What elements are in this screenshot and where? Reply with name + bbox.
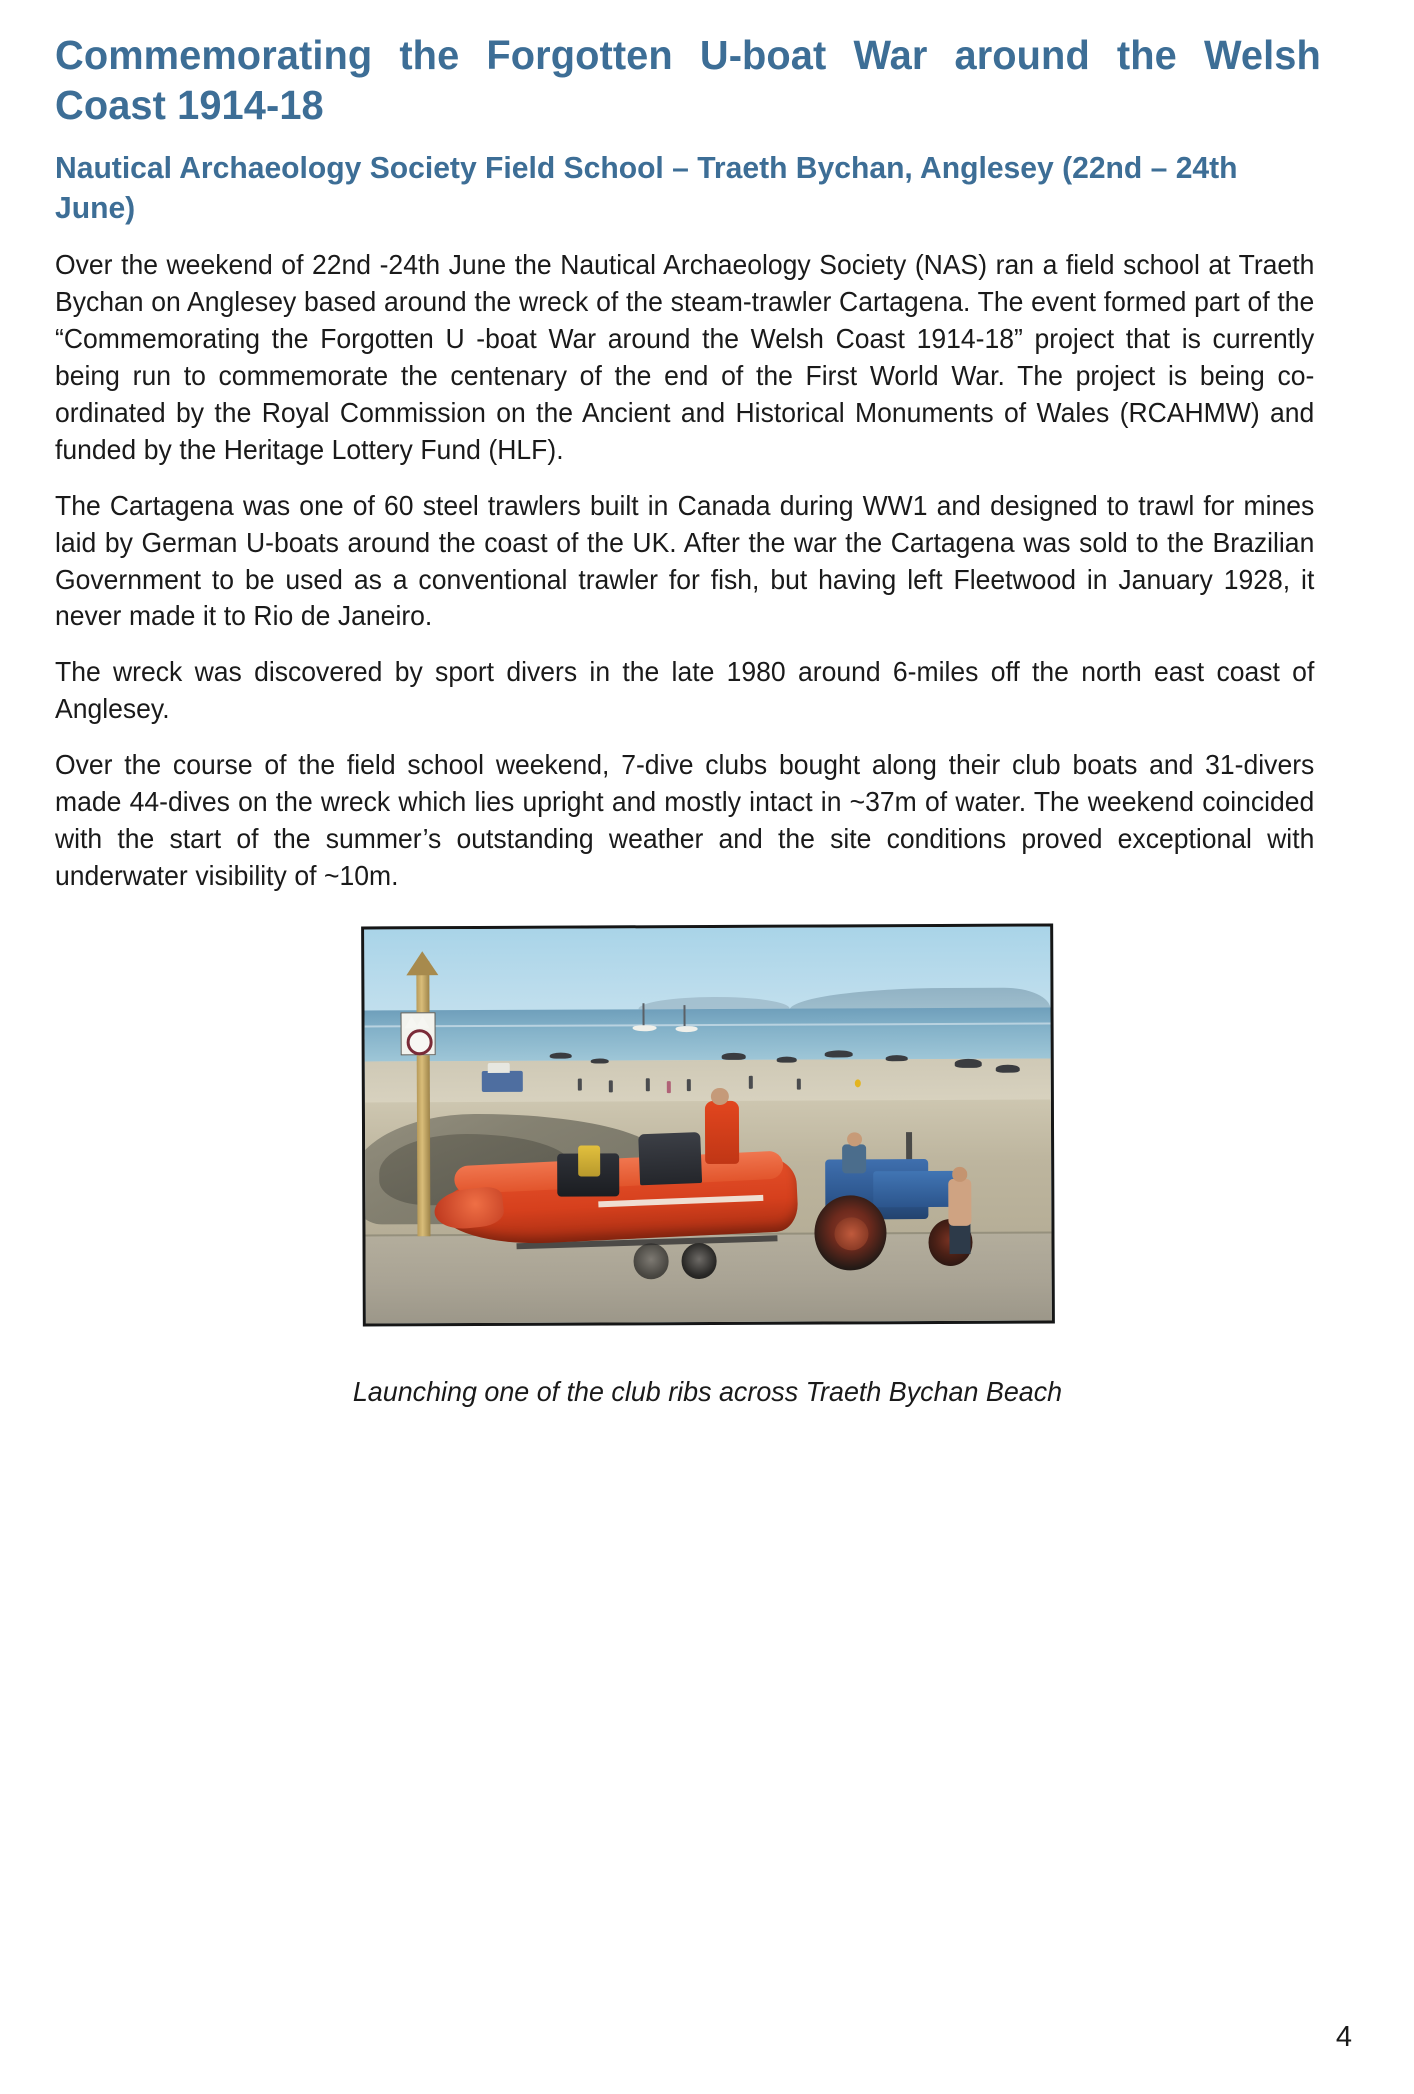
yacht-mast-1 [642,1004,644,1028]
page-number: 4 [1335,2021,1352,2053]
distant-boat-4 [776,1057,797,1063]
trailer-wheel-rear [633,1244,669,1280]
distant-person-3 [646,1078,650,1091]
distant-boat-6 [886,1056,908,1062]
body-paragraph-4: Over the course of the field school weekend, 7-dive clubs bought along their club boats and 31-divers made 44-dives on the wreck which lies upright and mostly intact in ~37m of water. The weekend coincided with the start of the summer’s outstanding weather and the site conditions proved exceptional with underwater visibility of ~10m. [55,749,1315,892]
tractor-bonnet [872,1172,954,1208]
distant-person-1 [577,1079,581,1091]
standing-man-legs [949,1223,970,1255]
distant-boat-2 [591,1059,609,1064]
far-beach-region [364,1059,1050,1105]
distant-person-7 [796,1078,800,1089]
orange-buoy [855,1079,861,1087]
distant-person-5 [687,1080,691,1092]
photo-scene [364,927,1052,1324]
sea-region [364,1008,1050,1062]
figure-block [55,925,1360,1408]
distant-boat-7 [954,1059,981,1068]
body-paragraph-3: The wreck was discovered by sport divers in the late 1980 around 6-miles off the north east coast of Anglesey. [55,656,1315,725]
yacht-mast-2 [683,1005,685,1027]
rib-console [638,1132,702,1186]
distant-person-6 [748,1076,752,1089]
trailer-wheel-front [681,1244,717,1280]
page-content [55,30,1360,1408]
signpost-arrow-icon [406,951,438,975]
standing-man-body [948,1179,972,1226]
distant-person-4 [666,1081,670,1093]
beach-vehicle [481,1071,522,1093]
wooden-signpost [416,961,430,1237]
figure-caption: Launching one of the club ribs across Traeth Bychan Beach [352,1376,1063,1408]
distant-boat-3 [721,1053,746,1060]
crew-member-drysuit [704,1102,739,1165]
distant-boat-8 [995,1065,1019,1073]
yacht-hull-2 [675,1026,697,1032]
beach-vehicle-canopy [488,1063,510,1073]
warning-triangle-icon-2 [415,1017,429,1029]
rib-fuel-tank [577,1146,599,1178]
page-title: Commemorating the Forgotten U-boat War around the Welsh Coast 1914-18 [55,32,1321,129]
body-paragraph-2: The Cartagena was one of 60 steel trawlers built in Canada during WW1 and designed to trawl for mines laid by German U-boats around the coast of the UK. After the war the Cartagena was sold to the Brazilian Government to be used as a conventional trawler for fish, but having left Fleetwood in January 1928, it never made it to Rio de Janeiro. [55,489,1315,632]
tractor-driver-body [841,1144,866,1174]
body-paragraph-1: Over the weekend of 22nd -24th June the Nautical Archaeology Society (NAS) ran a field school at Traeth Bychan on Anglesey based around the wreck of the steam-trawler Cartagena. The event formed part of the “Commemorating the Forgotten U -boat War around the Welsh Coast 1914-18” project that is currently being run to commemorate the centenary of the end of the First World War. The project is being co-ordinated by the Royal Commission on the Ancient and Historical Monuments of Wales (RCAHMW) and funded by the Heritage Lottery Fund (HLF). [55,248,1315,465]
distant-boat-5 [824,1051,853,1058]
distant-person-2 [608,1080,612,1092]
sea-foam-band [364,1023,1050,1028]
page-subtitle: Nautical Archaeology Society Field School – Traeth Bychan, Anglesey (22nd – 24th June) [55,150,1238,226]
standing-man-head [952,1168,967,1182]
beach-photograph [361,924,1055,1327]
